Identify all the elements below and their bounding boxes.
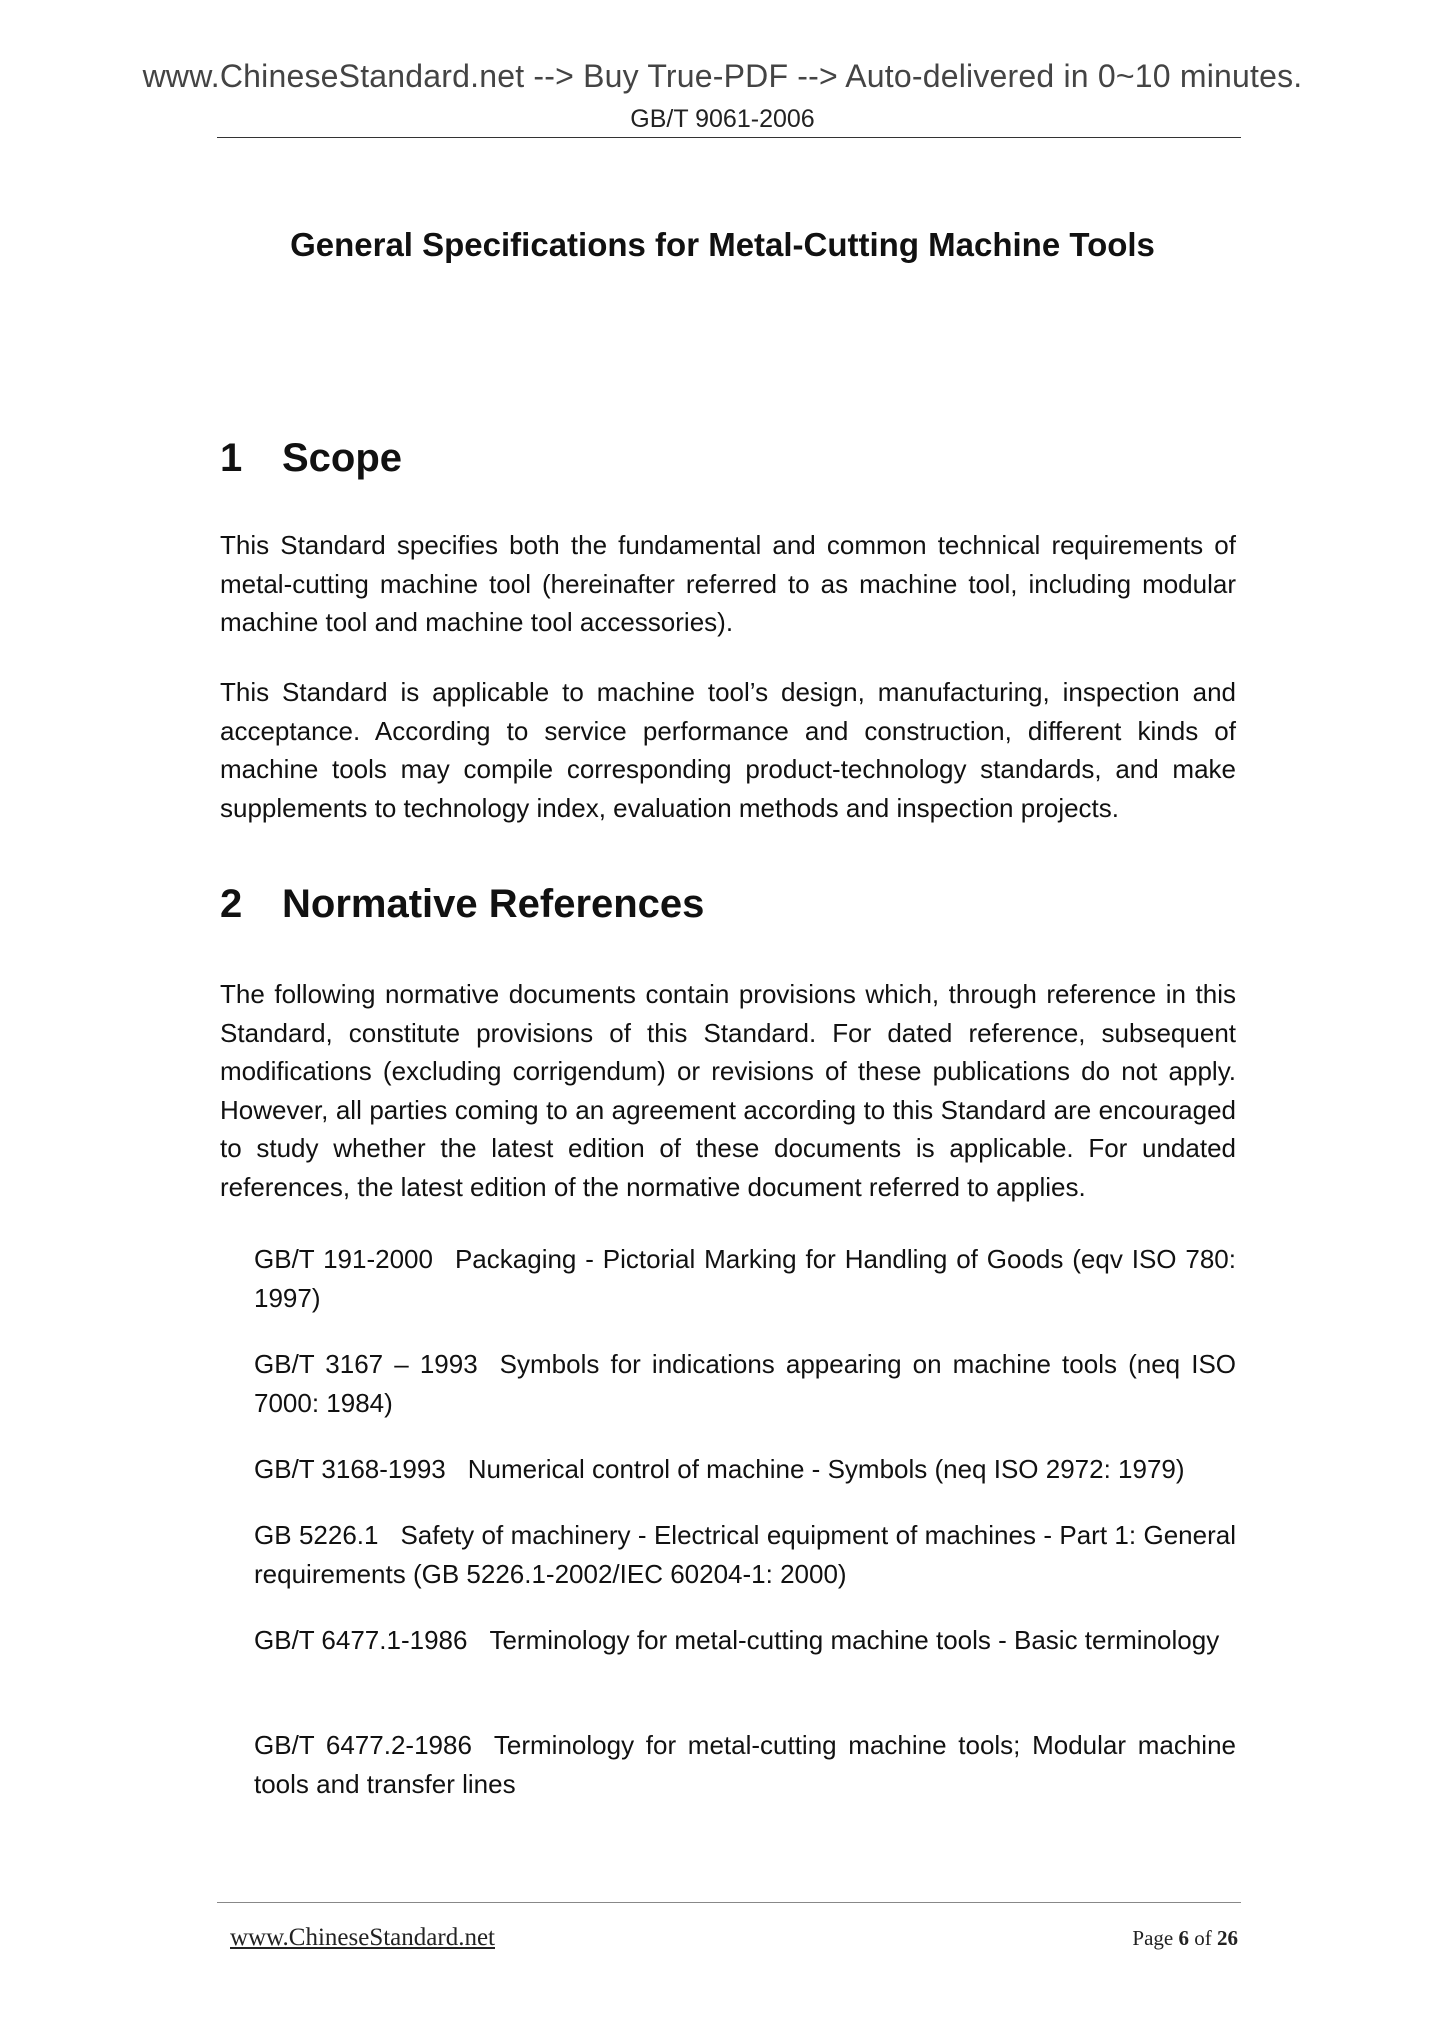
reference-title: Safety of machinery - Electrical equipment of machines - Part 1: General requirements (GB 5226.1-2002/IEC 60204-1: 2000) — [254, 1520, 1236, 1589]
standard-code: GB/T 9061-2006 — [630, 105, 815, 133]
section-title: Normative References — [282, 882, 705, 926]
section-number: 2 — [220, 882, 243, 926]
reference-code: GB/T 6477.1-1986 — [254, 1625, 468, 1655]
footer-site-link[interactable]: www.ChineseStandard.net — [230, 1924, 495, 1951]
reference-code: GB/T 3168-1993 — [254, 1454, 446, 1484]
reference-title: Terminology for metal-cutting machine tools; Modular machine tools and transfer lines — [254, 1730, 1236, 1799]
reference-item — [254, 1726, 1236, 1803]
page-of: of — [1194, 1926, 1212, 1950]
reference-code: GB 5226.1 — [254, 1520, 379, 1550]
section-title: Scope — [282, 436, 403, 480]
reference-title: Terminology for metal-cutting machine tools - Basic terminology — [489, 1625, 1220, 1655]
references-intro-paragraph: The following normative documents contain provisions which, through reference in this Standard, constitute provisions of this Standard. For dated reference, subsequent modifications (excluding corrigendum) or revisions of these publications do not apply. However, all parties coming to an agreement according to this Standard are encouraged to study whether the latest edition of these documents is applicable. For undated references, the latest edition of the normative document referred to applies. — [220, 979, 1236, 1202]
reference-code: GB/T 6477.2-1986 — [254, 1730, 472, 1760]
page-prefix: Page — [1132, 1926, 1174, 1950]
page-current: 6 — [1178, 1926, 1189, 1950]
reference-item — [254, 1345, 1236, 1422]
scope-paragraph-2: This Standard is applicable to machine tool’s design, manufacturing, inspection and acceptance. According to service performance and construction, different kinds of machine tools may compile corresponding product-technology standards, and make supplements to technology index, evaluation methods and inspection projects. — [220, 677, 1236, 823]
reference-item — [254, 1450, 1236, 1489]
reference-item — [254, 1516, 1236, 1593]
document-title: General Specifications for Metal-Cutting Machine Tools — [290, 226, 1155, 263]
reference-code: GB/T 191-2000 — [254, 1244, 433, 1274]
section-heading-scope — [220, 436, 402, 481]
scope-paragraph-1: This Standard specifies both the fundamental and common technical requirements of metal-cutting machine tool (hereinafter referred to as machine tool, including modular machine tool and machine tool accessories). — [220, 530, 1236, 637]
page-total: 26 — [1217, 1926, 1238, 1950]
section-number: 1 — [220, 436, 243, 480]
reference-title: Numerical control of machine - Symbols (neq ISO 2972: 1979) — [467, 1454, 1185, 1484]
header-banner: www.ChineseStandard.net --> Buy True-PDF --> Auto-delivered in 0~10 minutes. — [142, 58, 1303, 94]
reference-title: Symbols for indications appearing on machine tools (neq ISO 7000: 1984) — [254, 1349, 1237, 1418]
reference-item — [254, 1621, 1236, 1660]
reference-item — [254, 1240, 1236, 1317]
page-number — [1132, 1926, 1238, 1951]
section-heading-normative-references — [220, 882, 704, 927]
header-divider — [217, 137, 1241, 138]
footer-divider — [217, 1902, 1241, 1903]
reference-title: Packaging - Pictorial Marking for Handling of Goods (eqv ISO 780: 1997) — [254, 1244, 1236, 1313]
reference-code: GB/T 3167 – 1993 — [254, 1349, 478, 1379]
